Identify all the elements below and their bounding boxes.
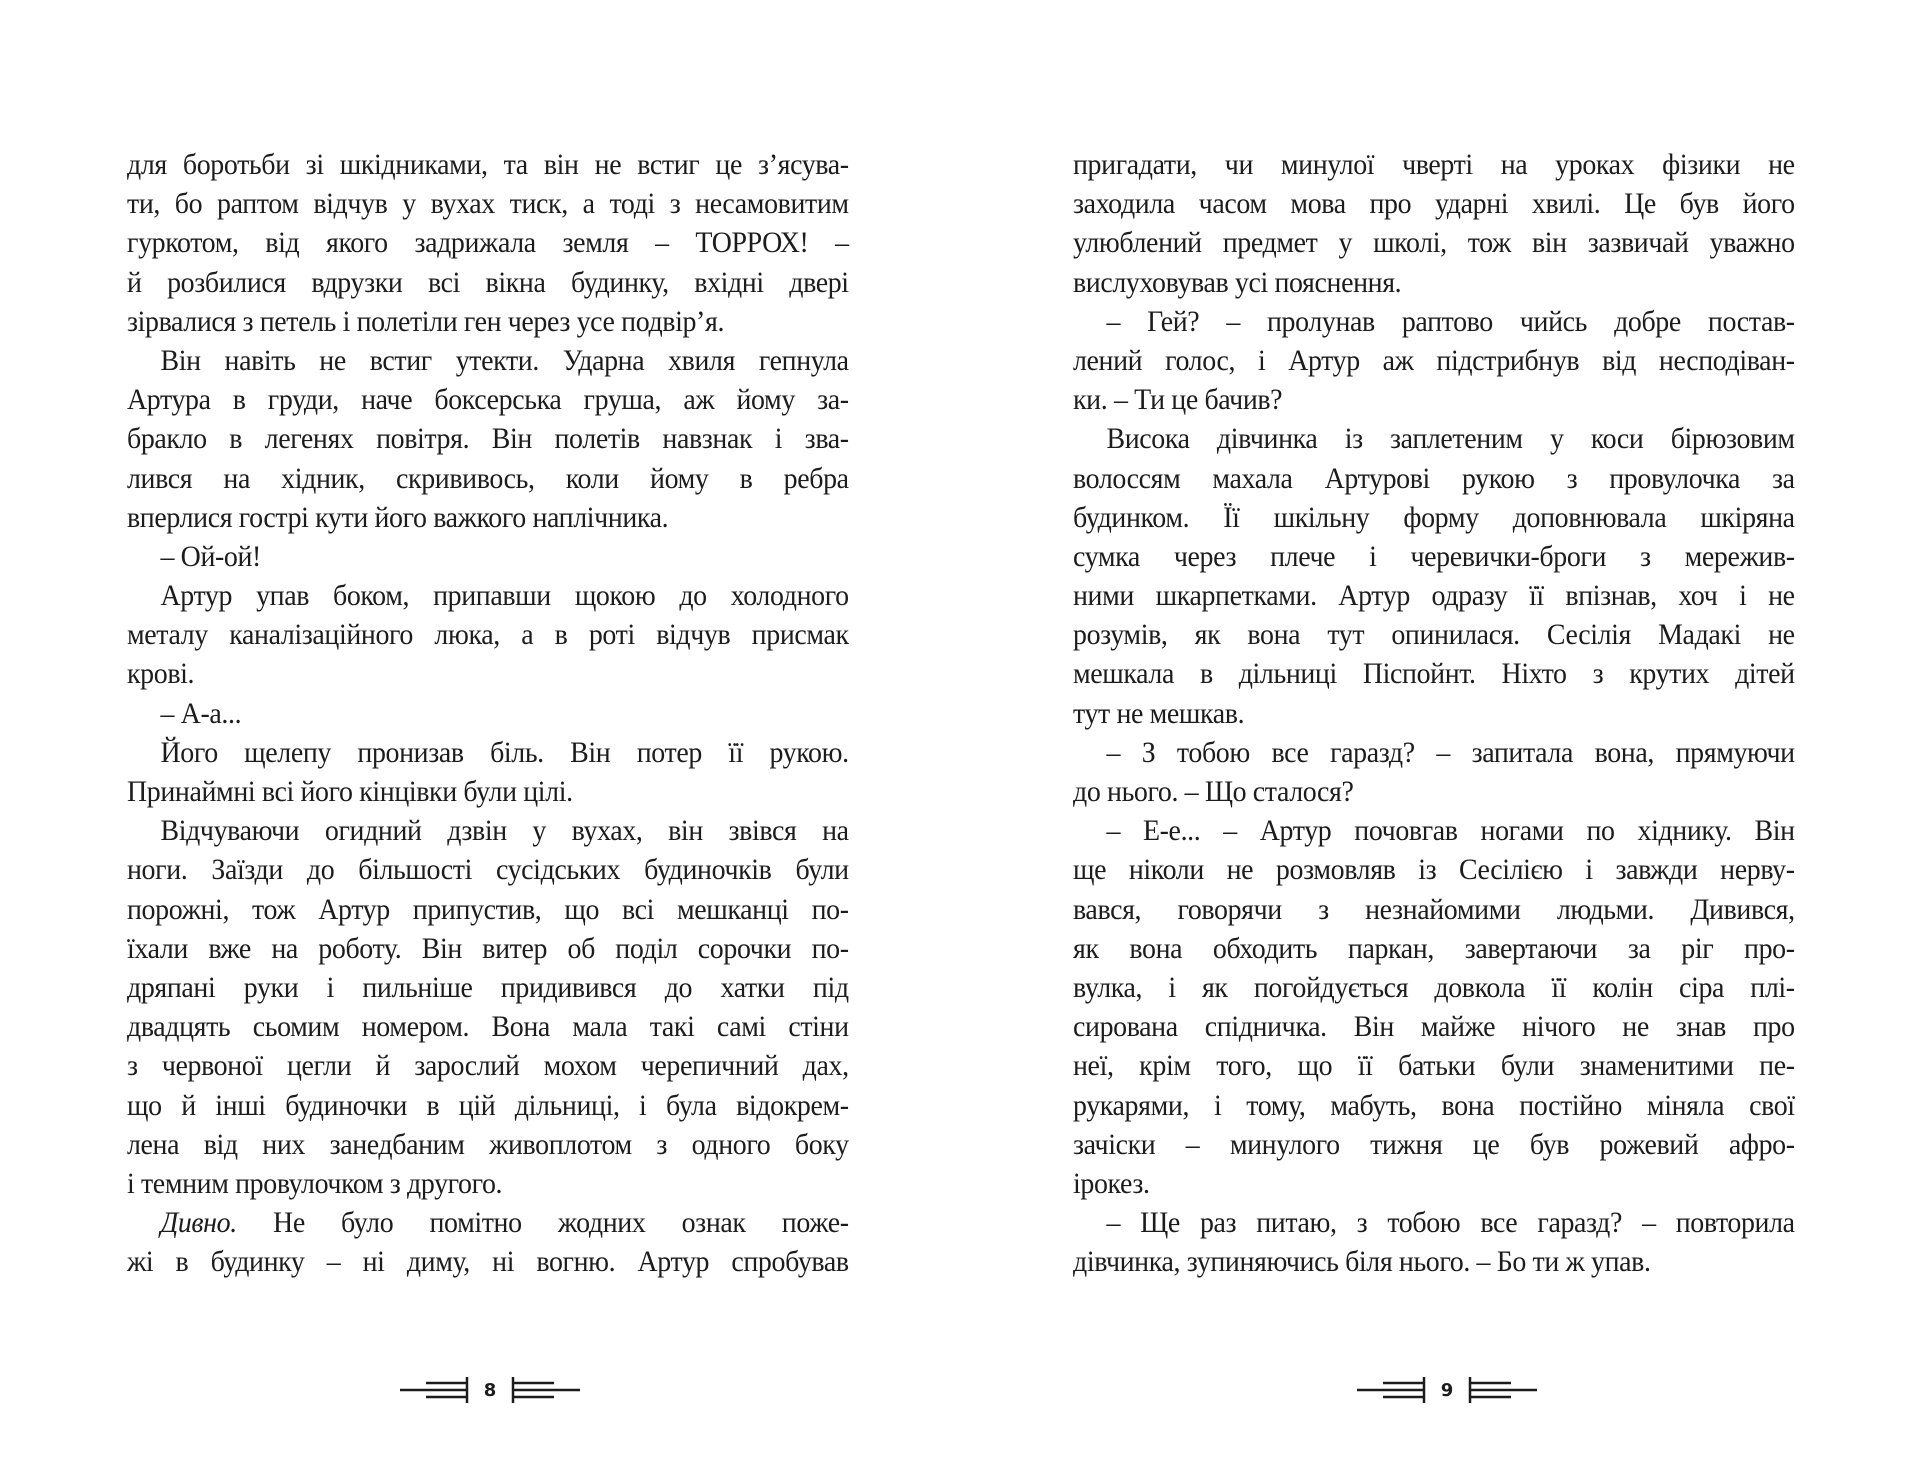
text-line: з червоної цегли й зарослий мохом черепичний дах, xyxy=(127,1049,849,1083)
folio-ornament-left-icon xyxy=(400,1375,470,1405)
text-line: вислуховував усі пояснення. xyxy=(1073,265,1402,299)
text-line: волоссям махала Артурові рукою з провулочка за xyxy=(1073,461,1795,495)
text-line: мешкала в дільниці Піспойнт. Ніхто з крутих дітей xyxy=(1073,657,1795,691)
text-line: Його щелепу пронизав біль. Він потер її рукою. xyxy=(160,735,849,769)
text-line: ки. – Ти це бачив? xyxy=(1073,383,1283,417)
text-line: – Ще раз питаю, з тобою все гаразд? – повторила xyxy=(1106,1206,1795,1240)
text-line: вався, говорячи з незнайомими людьми. Дивився, xyxy=(1073,892,1795,926)
text-line: як вона обходить паркан, завертаючи за ріг про- xyxy=(1073,931,1795,965)
text-line: бракло в легенях повітря. Він полетів навзнак і зва- xyxy=(127,422,849,456)
page-number-footer-right xyxy=(1357,1370,1537,1410)
text-line: пригадати, чи минулої чверті на уроках фізики не xyxy=(1073,148,1795,181)
text-line: Відчуваючи огидний дзвін у вухах, він звівся на xyxy=(160,814,849,848)
text-line: до нього. – Що сталося? xyxy=(1073,775,1354,808)
text-line: вулка, і як погойдується довкола її колін сіра плі- xyxy=(1073,970,1795,1004)
text-line: – З тобою все гаразд? – запитала вона, прямуючи xyxy=(1106,735,1795,769)
text-line: гуркотом, від якого задрижала земля – ТОРРОХ! – xyxy=(127,226,849,260)
right-page xyxy=(1073,145,1795,1281)
text-line: ти, бо раптом відчув у вухах тиск, а тоді з несамовитим xyxy=(127,187,849,221)
page-number-left: 8 xyxy=(483,1379,497,1401)
text-line: крові. xyxy=(127,657,195,691)
text-line: неї, крім того, що її батьки були знаменитими пе- xyxy=(1073,1049,1795,1083)
text-line: дівчинка, зупиняючись біля нього. – Бо ти ж упав. xyxy=(1073,1245,1651,1279)
text-line: що й інші будиночки в цій дільниці, і була відокрем- xyxy=(127,1088,849,1122)
text-line: й розбилися вдрузки всі вікна будинку, вхідні двері xyxy=(127,265,849,299)
text-line: тут не мешкав. xyxy=(1073,696,1245,730)
text-line: лився на хідник, скрививось, коли йому в ребра xyxy=(127,461,849,495)
text-line: улюблений предмет у школі, тож він зазвичай уважно xyxy=(1073,226,1795,260)
text-line-rest: Не було помітно жодних ознак поже- xyxy=(273,1206,849,1240)
text-line: дряпані руки і пильніше придивився до хатки під xyxy=(127,970,849,1004)
folio-ornament-left-icon xyxy=(1357,1375,1427,1405)
text-line: Артура в груди, наче боксерська груша, аж йому за- xyxy=(127,383,849,417)
page-number-footer-left xyxy=(400,1370,580,1410)
text-line: Він навіть не встиг утекти. Ударна хвиля гепнула xyxy=(160,343,849,377)
text-line: ними шкарпетками. Артур одразу її впізнав, хоч і не xyxy=(1073,579,1795,613)
text-line: порожні, тож Артур припустив, що всі мешканці по- xyxy=(127,892,849,926)
text-line: заходила часом мова про ударні хвилі. Це був його xyxy=(1073,187,1795,221)
text-line: – Ой-ой! xyxy=(160,539,261,573)
text-line: і темним провулочком з другого. xyxy=(127,1166,503,1200)
text-line: лений голос, і Артур аж підстрибнув від несподіван- xyxy=(1073,343,1795,377)
text-line: Принаймні всі його кінцівки були цілі. xyxy=(127,775,573,808)
italic-emphasis: Дивно. xyxy=(160,1206,237,1240)
text-line: ірокез. xyxy=(1073,1166,1150,1200)
text-line: металу каналізаційного люка, а в роті відчув присмак xyxy=(127,618,849,652)
text-line: вперлися гострі кути його важкого наплічника. xyxy=(127,500,669,534)
text-line: Артур упав боком, припавши щокою до холодного xyxy=(160,579,849,613)
left-page xyxy=(127,145,849,1281)
text-line: будинком. Її шкільну форму доповнювала шкіряна xyxy=(1073,500,1795,534)
text-line: розумів, як вона тут опинилася. Сесілія Мадакі не xyxy=(1073,618,1795,652)
text-line: зачіски – минулого тижня це був рожевий афро- xyxy=(1073,1127,1795,1161)
text-line: лена від них занедбаним живоплотом з одного боку xyxy=(127,1127,849,1161)
text-line: ноги. Заїзди до більшості сусідських будиночків були xyxy=(127,853,849,887)
page-number-right: 9 xyxy=(1440,1379,1454,1401)
folio-ornament-right-icon xyxy=(510,1375,580,1405)
text-line: – Гей? – пролунав раптово чийсь добре постав- xyxy=(1106,304,1795,338)
text-line: для боротьби зі шкідниками, та він не встиг це з’ясува- xyxy=(127,148,849,181)
text-line: сумка через плече і черевички-броги з мережив- xyxy=(1073,539,1795,573)
text-line: сирована спідничка. Він майже нічого не знав про xyxy=(1073,1010,1795,1044)
text-line: їхали вже на роботу. Він витер об поділ сорочки по- xyxy=(127,931,849,965)
text-line: ще ніколи не розмовляв із Сесілією і завжди нерву- xyxy=(1073,853,1795,887)
text-line: двадцять сьомим номером. Вона мала такі самі стіни xyxy=(127,1010,849,1044)
text-line: рукарями, і тому, мабуть, вона постійно міняла свої xyxy=(1073,1088,1795,1122)
text-line xyxy=(127,1203,849,1242)
text-line: – А-а... xyxy=(160,696,242,730)
text-line: зірвалися з петель і полетіли ген через усе подвір’я. xyxy=(127,304,725,338)
text-line: Висока дівчинка із заплетеним у коси бірюзовим xyxy=(1106,422,1795,456)
folio-ornament-right-icon xyxy=(1467,1375,1537,1405)
text-line: жі в будинку – ні диму, ні вогню. Артур спробував xyxy=(127,1245,849,1279)
text-line: – Е-е... – Артур почовгав ногами по хіднику. Він xyxy=(1106,814,1795,848)
